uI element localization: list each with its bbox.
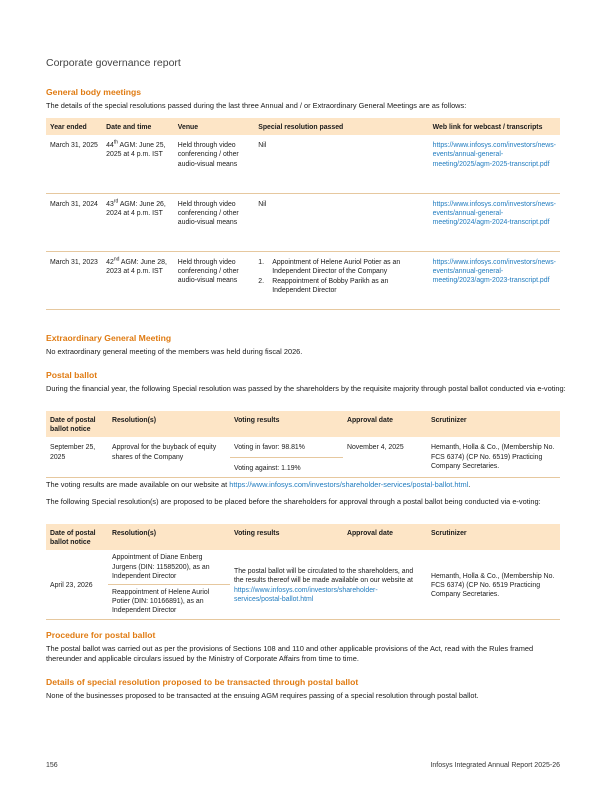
postal-ballot-heading: Postal ballot	[46, 370, 98, 380]
scrutinizer-cell: Hemanth, Holla & Co., (Membership No. FCS 6374) (CP No. 6519) Practicing Company Secretaries.	[427, 437, 560, 477]
table-header-row	[46, 524, 560, 550]
column-header: Scrutinizer	[427, 411, 560, 437]
voting-results-note: The voting results are made available on our website at https://www.infosys.com/investors/shareholder-services/postal-ballot.html.	[46, 480, 471, 489]
table-header-row	[46, 118, 560, 135]
date-cell: 43rd AGM: June 26, 2024 at 4 p.m. IST	[102, 193, 174, 251]
resolution-cell: Appointment of Diane Enberg Jurgens (DIN: 11585200), as an Independent Director	[108, 550, 230, 584]
webcast-link[interactable]: https://www.infosys.com/investors/news-events/annual-general-meeting/2024/agm-2024-transcript.pdf	[429, 193, 560, 251]
page-number: 156	[46, 762, 58, 769]
egm-text: No extraordinary general meeting of the members was held during fiscal 2026.	[46, 347, 303, 356]
column-header: Resolution(s)	[108, 411, 230, 437]
details-heading: Details of special resolution proposed to be transacted through postal ballot	[46, 677, 359, 687]
year-cell: March 31, 2024	[46, 193, 102, 251]
postal-ballot-link[interactable]: https://www.infosys.com/investors/shareholder-services/postal-ballot.html	[229, 480, 469, 489]
procedure-text: The postal ballot was carried out as per the provisions of Sections 108 and 110 and other applicable provisions of the Act, read with the Rules framed thereunder and applicable circulars issued by the Ministry of Corporate Affairs from time to time.	[46, 644, 534, 663]
column-header: Voting results	[230, 411, 343, 437]
postal-ballot-table	[46, 411, 560, 478]
general-body-heading: General body meetings	[46, 87, 142, 97]
postal-ballot-link[interactable]: https://www.infosys.com/investors/shareholder-services/postal-ballot.html	[234, 586, 378, 603]
column-header: Venue	[174, 118, 254, 135]
procedure-heading: Procedure for postal ballot	[46, 630, 156, 640]
proposed-postal-ballot-table	[46, 524, 560, 620]
venue-cell: Held through video conferencing / other audio-visual means	[174, 193, 254, 251]
column-header: Date of postal ballot notice	[46, 411, 108, 437]
page-title: Corporate governance report	[46, 57, 181, 69]
resolution-cell: Nil	[254, 193, 428, 251]
column-header: Date of postal ballot notice	[46, 524, 108, 550]
list-item: 1. Appointment of Helene Auriol Potier as an Independent Director of the Company	[258, 258, 401, 275]
table-row	[46, 193, 560, 251]
table-header-row	[46, 411, 560, 437]
webcast-link[interactable]: https://www.infosys.com/investors/news-events/annual-general-meeting/2025/agm-2025-transcript.pdf	[429, 135, 560, 193]
column-header: Resolution(s)	[108, 524, 230, 550]
notice-date-cell: September 25, 2025	[46, 437, 108, 477]
date-cell: 44th AGM: June 25, 2025 at 4 p.m. IST	[102, 135, 174, 193]
resolution-cell: Reappointment of Helene Auriol Potier (DIN: 10166891), as an Independent Director	[108, 585, 230, 620]
postal-ballot-intro: During the financial year, the following Special resolution was passed by the shareholders by the requisite majority through postal ballot conducted via e-voting:	[46, 384, 566, 393]
column-header: Special resolution passed	[254, 118, 428, 135]
webcast-link[interactable]: https://www.infosys.com/investors/news-events/annual-general-meeting/2023/agm-2023-transcript.pdf	[429, 251, 560, 309]
details-text: None of the businesses proposed to be transacted at the ensuing AGM requires passing of a special resolution through postal ballot.	[46, 691, 479, 700]
date-cell: 42nd AGM: June 28, 2023 at 4 p.m. IST	[102, 251, 174, 309]
general-body-table	[46, 118, 560, 310]
voting-results-cell: The postal ballot will be circulated to the shareholders, and the results thereof will be made available on our website at https://www.infosys.com/investors/shareholder-services/postal-ballot.html	[230, 550, 427, 619]
vote-favor-cell: Voting in favor: 98.81%	[230, 437, 343, 457]
resolution-cell: Nil	[254, 135, 428, 193]
column-header: Approval date	[343, 524, 427, 550]
approval-date-cell: November 4, 2025	[343, 437, 427, 477]
vote-against-cell: Voting against: 1.19%	[230, 457, 343, 477]
egm-heading: Extraordinary General Meeting	[46, 333, 172, 343]
general-body-intro: The details of the special resolutions passed during the last three Annual and / or Extraordinary General Meetings are as follows:	[46, 101, 467, 110]
year-cell: March 31, 2023	[46, 251, 102, 309]
proposed-intro: The following Special resolution(s) are proposed to be placed before the shareholders for approval through a postal ballot being conducted via e-voting:	[46, 497, 541, 506]
column-header: Scrutinizer	[427, 524, 560, 550]
column-header: Web link for webcast / transcripts	[429, 118, 560, 135]
scrutinizer-cell: Hemanth, Holla & Co., (Membership No. FCS 6374) (CP No. 6519 Practicing Company Secretaries.	[427, 550, 560, 619]
resolution-cell: Approval for the buyback of equity shares of the Company	[108, 437, 230, 477]
table-row	[46, 550, 560, 584]
table-row	[46, 251, 560, 309]
year-cell: March 31, 2025	[46, 135, 102, 193]
column-header: Date and time	[102, 118, 174, 135]
column-header: Year ended	[46, 118, 102, 135]
column-header: Voting results	[230, 524, 343, 550]
table-row	[46, 135, 560, 193]
report-name: Infosys Integrated Annual Report 2025-26	[430, 762, 560, 769]
list-item: 2. Reappointment of Bobby Parikh as an Independent Director	[258, 278, 389, 295]
resolution-cell	[254, 251, 428, 309]
table-row	[46, 437, 560, 457]
notice-date-cell: April 23, 2026	[46, 550, 108, 619]
venue-cell: Held through video conferencing / other audio-visual means	[174, 251, 254, 309]
venue-cell: Held through video conferencing / other audio-visual means	[174, 135, 254, 193]
column-header: Approval date	[343, 411, 427, 437]
